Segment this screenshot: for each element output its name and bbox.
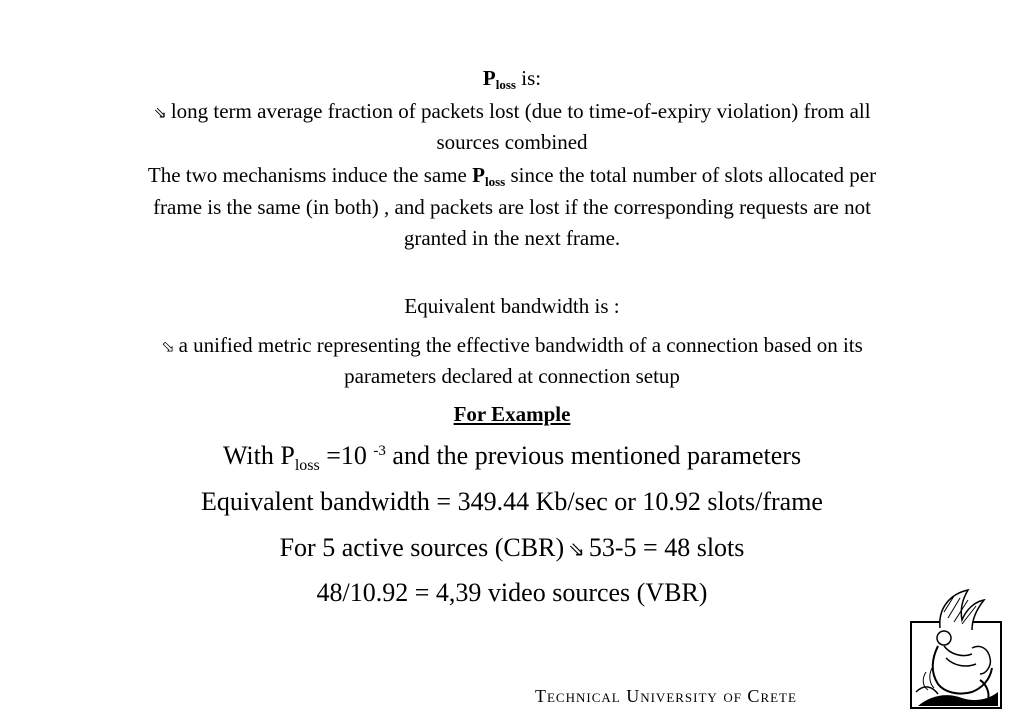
- example-line4: 48/10.92 = 4,39 video sources (VBR): [316, 578, 708, 607]
- mechanisms-paragraph-line1: The two mechanisms induce the same $P_{loss}$ since the total number of slots allocated per: [147, 163, 877, 189]
- ploss-definition-line1: ⇘ long term average fraction of packets lost (due to time-of-expiry violation) from all: [153, 99, 871, 123]
- equivalent-bandwidth-heading: Equivalent bandwidth is :: [404, 294, 620, 318]
- equivalent-bandwidth-definition-line2: parameters declared at connection setup: [344, 364, 680, 388]
- southeast-arrow-icon: ⇘: [568, 537, 585, 561]
- ploss-definition-line2: sources combined: [436, 130, 588, 154]
- ploss-symbol-inline: $P_{loss}$: [472, 163, 506, 189]
- ploss-title: $P_{loss}$ is:: [482, 66, 542, 92]
- university-name: Technical University of Crete: [535, 686, 797, 706]
- example-line3: For 5 active sources (CBR) ⇘ 53-5 = 48 slots: [279, 533, 745, 562]
- winged-figure-logo-icon: [910, 588, 1002, 710]
- outlined-southeast-arrow-icon: ⬂: [161, 337, 175, 356]
- example-line2: Equivalent bandwidth = 349.44 Kb/sec or 10.92 slots/frame: [201, 487, 823, 516]
- example-heading: For Example: [453, 402, 571, 426]
- equivalent-bandwidth-definition-line1: ⬂ a unified metric representing the effective bandwidth of a connection based on its: [161, 333, 863, 357]
- example-line1: With $P_{loss} =10$ $^{-3}$ and the previous mentioned parameters: [222, 441, 802, 474]
- mechanisms-paragraph-line3: granted in the next frame.: [403, 226, 621, 250]
- mechanisms-paragraph-line2: frame is the same (in both) , and packets are lost if the corresponding requests are not: [153, 195, 871, 219]
- ploss-symbol: $P_{loss}$: [482, 66, 516, 92]
- southeast-arrow-icon: ⇘: [153, 103, 167, 122]
